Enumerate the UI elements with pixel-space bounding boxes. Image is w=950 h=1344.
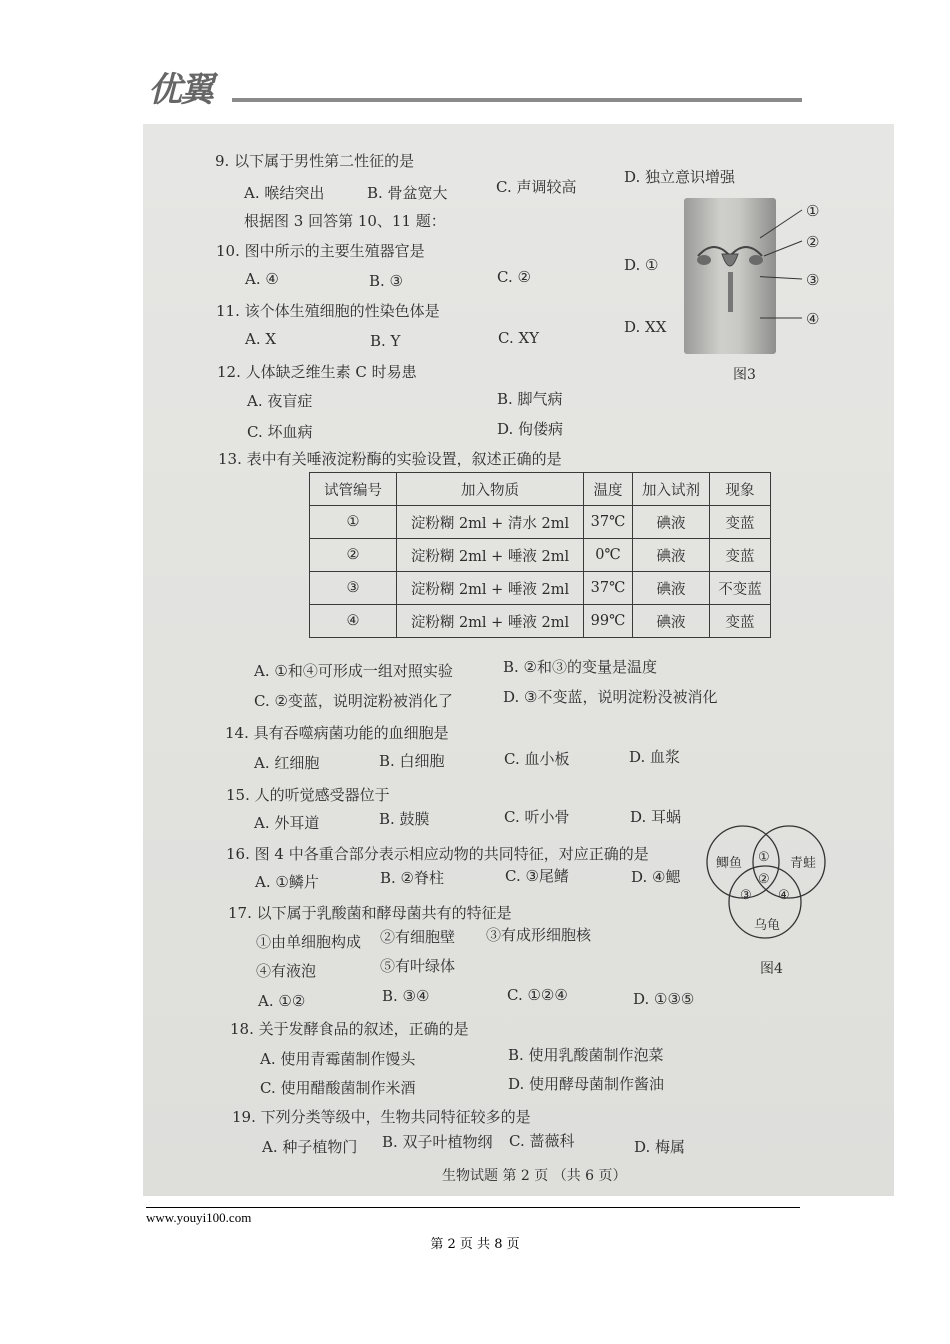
question-9-option-a: A. 喉结突出 <box>244 184 325 202</box>
table-header: 加入试剂 <box>633 473 710 506</box>
figure-3-label-4: ④ <box>806 310 820 328</box>
table-header: 温度 <box>584 473 633 506</box>
question-12-option-d: D. 佝偻病 <box>497 420 564 438</box>
question-17-item-3: ③有成形细胞核 <box>486 926 592 944</box>
question-18-option-d: D. 使用酵母菌制作酱油 <box>508 1075 665 1093</box>
question-11-option-d: D. XX <box>624 318 667 336</box>
question-11-stem: 11. 该个体生殖细胞的性染色体是 <box>216 302 440 320</box>
table-cell: 变蓝 <box>710 506 771 539</box>
question-19-option-a: A. 种子植物门 <box>262 1138 358 1156</box>
question-14-option-d: D. 血浆 <box>629 748 681 766</box>
question-13-option-c: C. ②变蓝，说明淀粉被消化了 <box>254 692 453 710</box>
table-cell: 变蓝 <box>710 539 771 572</box>
question-14-option-a: A. 红细胞 <box>254 754 320 772</box>
question-12-option-a: A. 夜盲症 <box>247 392 313 410</box>
question-19-option-c: C. 蔷薇科 <box>509 1132 575 1150</box>
venn-region-4: ④ <box>778 888 790 903</box>
figure-3-label-3: ③ <box>806 271 820 289</box>
table-row <box>310 605 771 638</box>
question-12-stem: 12. 人体缺乏维生素 C 时易患 <box>217 363 417 381</box>
figure-3-caption: 图3 <box>733 367 756 383</box>
table-cell: 0℃ <box>584 539 633 572</box>
table-cell: 碘液 <box>633 539 710 572</box>
figure-3-leader-lines <box>760 200 830 330</box>
question-17-item-5: ⑤有叶绿体 <box>380 957 456 975</box>
venn-label-right: 青蛙 <box>790 856 817 871</box>
table-cell: 淀粉糊 2ml + 唾液 2ml <box>397 605 584 638</box>
question-14-stem: 14. 具有吞噬病菌功能的血细胞是 <box>225 724 449 742</box>
question-11-option-a: A. X <box>245 330 277 348</box>
table-cell: 碘液 <box>633 605 710 638</box>
question-12-option-b: B. 脚气病 <box>497 390 563 408</box>
exam-page-footer: 生物试题 第 2 页 （共 6 页） <box>442 1168 627 1184</box>
table-cell: 碘液 <box>633 506 710 539</box>
question-19-stem: 19. 下列分类等级中，生物共同特征较多的是 <box>232 1108 531 1126</box>
header-rule <box>232 98 802 102</box>
question-17-option-b: B. ③④ <box>382 987 430 1005</box>
question-15-option-a: A. 外耳道 <box>254 814 320 832</box>
table-row <box>310 539 771 572</box>
table-cell: 37℃ <box>584 572 633 605</box>
question-10-option-d: D. ① <box>624 256 659 274</box>
table-cell: ④ <box>310 605 397 638</box>
question-15-option-d: D. 耳蜗 <box>630 808 682 826</box>
question-14-option-b: B. 白细胞 <box>379 752 445 770</box>
table-row <box>310 506 771 539</box>
question-13-stem: 13. 表中有关唾液淀粉酶的实验设置，叙述正确的是 <box>218 450 562 468</box>
question-13-option-b: B. ②和③的变量是温度 <box>503 658 658 676</box>
question-10-option-c: C. ② <box>497 268 531 286</box>
table-header-row <box>310 473 771 506</box>
table-cell: 不变蓝 <box>710 572 771 605</box>
table-header: 加入物质 <box>397 473 584 506</box>
question-15-stem: 15. 人的听觉感受器位于 <box>226 786 390 804</box>
question-10-option-b: B. ③ <box>369 272 404 290</box>
venn-label-left: 鲫鱼 <box>716 856 743 871</box>
question-18-option-a: A. 使用青霉菌制作馒头 <box>260 1050 416 1068</box>
question-10-stem: 10. 图中所示的主要生殖器官是 <box>216 242 425 260</box>
question-16-option-c: C. ③尾鳍 <box>505 867 569 885</box>
figure-4-caption: 图4 <box>760 961 783 977</box>
table-row <box>310 572 771 605</box>
question-18-option-c: C. 使用醋酸菌制作米酒 <box>260 1079 416 1097</box>
question-11-option-b: B. Y <box>370 332 401 350</box>
question-9-option-b: B. 骨盆宽大 <box>367 184 448 202</box>
venn-label-bottom: 乌龟 <box>754 918 781 933</box>
question-19-option-d: D. 梅属 <box>634 1138 686 1156</box>
question-17-option-c: C. ①②④ <box>507 986 568 1004</box>
figure-3-label-1: ① <box>806 202 820 220</box>
question-17-stem: 17. 以下属于乳酸菌和酵母菌共有的特征是 <box>228 904 512 922</box>
question-16-option-d: D. ④鳃 <box>631 868 681 886</box>
venn-region-3: ③ <box>740 888 752 903</box>
table-cell: 淀粉糊 2ml + 唾液 2ml <box>397 539 584 572</box>
question-17-option-d: D. ①③⑤ <box>633 990 695 1008</box>
question-15-option-b: B. 鼓膜 <box>379 810 430 828</box>
footer-url: www.youyi100.com <box>146 1210 252 1225</box>
table-header: 现象 <box>710 473 771 506</box>
question-17-item-4: ④有液泡 <box>256 962 317 980</box>
question-18-stem: 18. 关于发酵食品的叙述，正确的是 <box>230 1020 469 1038</box>
table-cell: 淀粉糊 2ml + 唾液 2ml <box>397 572 584 605</box>
question-14-option-c: C. 血小板 <box>504 750 570 768</box>
question-9-option-c: C. 声调较高 <box>496 178 577 196</box>
question-12-option-c: C. 坏血病 <box>247 423 313 441</box>
question-9-stem: 9. 以下属于男性第二性征的是 <box>215 152 415 170</box>
table-cell: 淀粉糊 2ml + 清水 2ml <box>397 506 584 539</box>
venn-region-2: ② <box>758 872 770 887</box>
table-cell: 变蓝 <box>710 605 771 638</box>
footer-rule <box>146 1207 800 1208</box>
table-cell: ① <box>310 506 397 539</box>
question-16-stem: 16. 图 4 中各重合部分表示相应动物的共同特征，对应正确的是 <box>226 845 649 863</box>
question-19-option-b: B. 双子叶植物纲 <box>382 1133 493 1151</box>
figure-3-label-2: ② <box>806 233 820 251</box>
table-cell: ③ <box>310 572 397 605</box>
question-13-option-a: A. ①和④可形成一组对照实验 <box>254 662 453 680</box>
question-16-option-b: B. ②脊柱 <box>380 869 445 887</box>
question-13-option-d: D. ③不变蓝，说明淀粉没被消化 <box>503 688 718 706</box>
table-cell: ② <box>310 539 397 572</box>
question-17-item-2: ②有细胞壁 <box>380 928 456 946</box>
table-header: 试管编号 <box>310 473 397 506</box>
question-17-item-1: ①由单细胞构成 <box>256 933 362 951</box>
question-10-option-a: A. ④ <box>245 270 279 288</box>
table-cell: 99℃ <box>584 605 633 638</box>
experiment-table <box>309 472 771 638</box>
question-11-option-c: C. XY <box>498 329 540 347</box>
question-17-option-a: A. ①② <box>258 992 306 1010</box>
logo: 优翼 <box>148 70 212 110</box>
figure-3-intro: 根据图 3 回答第 10、11 题： <box>244 212 446 230</box>
page-number: 第 2 页 共 8 页 <box>430 1237 520 1252</box>
venn-region-1: ① <box>758 850 770 865</box>
table-cell: 37℃ <box>584 506 633 539</box>
question-15-option-c: C. 听小骨 <box>504 808 570 826</box>
question-16-option-a: A. ①鳞片 <box>255 873 319 891</box>
question-18-option-b: B. 使用乳酸菌制作泡菜 <box>508 1046 664 1064</box>
question-9-option-d: D. 独立意识增强 <box>624 168 736 186</box>
table-cell: 碘液 <box>633 572 710 605</box>
